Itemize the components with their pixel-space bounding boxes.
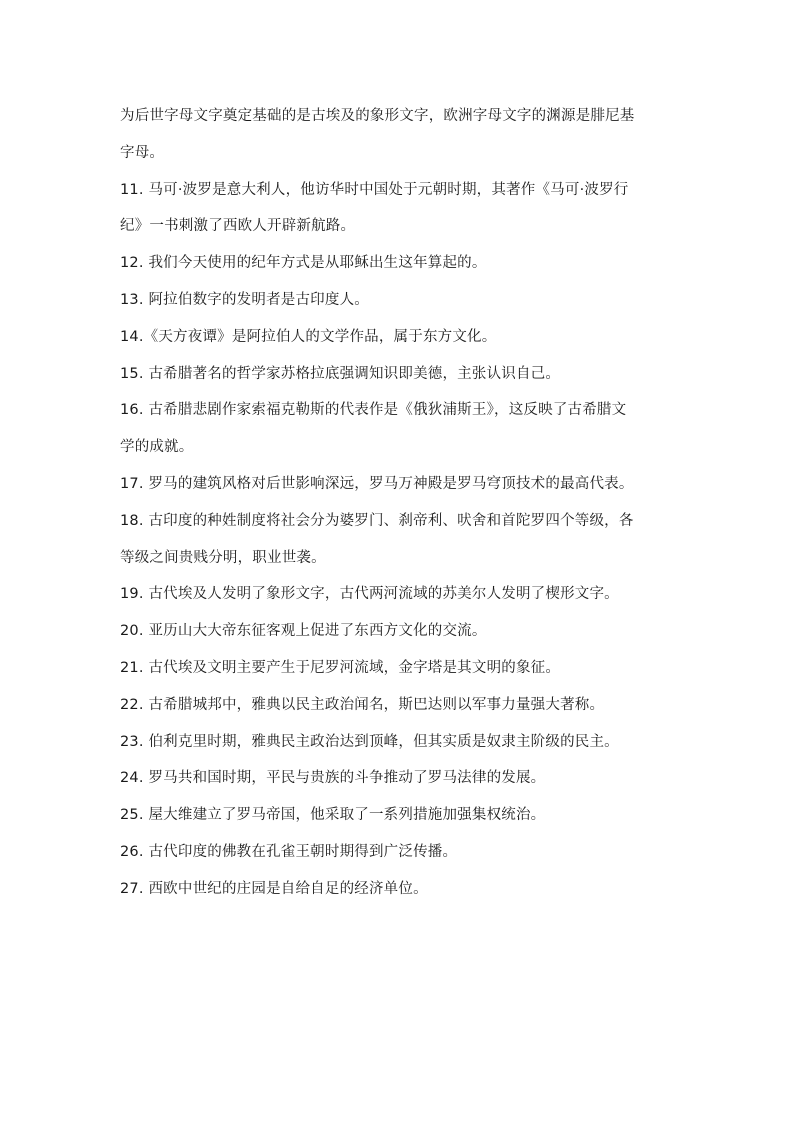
text-line: 16. 古希腊悲剧作家索福克勒斯的代表作是《俄狄浦斯王》，这反映了古希腊文: [120, 402, 627, 419]
text-line: 18. 古印度的种姓制度将社会分为婆罗门、刹帝利、吠舍和首陀罗四个等级，各: [120, 512, 634, 529]
text-line: 15. 古希腊著名的哲学家苏格拉底强调知识即美德，主张认识自己。: [120, 365, 561, 382]
text-line: 27. 西欧中世纪的庄园是自给自足的经济单位。: [120, 880, 428, 897]
text-line: 14.《天方夜谭》是阿拉伯人的文学作品，属于东方文化。: [120, 328, 497, 345]
text-line: 11. 马可·波罗是意大利人，他访华时中国处于元朝时期，其著作《马可·波罗行: [120, 181, 629, 198]
text-line: 为后世字母文字奠定基础的是古埃及的象形文字，欧洲字母文字的渊源是腓尼基: [120, 108, 635, 124]
text-line: 25. 屋大维建立了罗马帝国，他采取了一系列措施加强集权统治。: [120, 807, 546, 824]
text-line: 19. 古代埃及人发明了象形文字，古代两河流域的苏美尔人发明了楔形文字。: [120, 586, 619, 603]
text-line: 学的成就。: [120, 439, 194, 456]
text-line: 23. 伯利克里时期，雅典民主政治达到顶峰，但其实质是奴隶主阶级的民主。: [120, 733, 619, 750]
text-line: 13. 阿拉伯数字的发明者是古印度人。: [120, 291, 369, 308]
text-line: 17. 罗马的建筑风格对后世影响深远，罗马万神殿是罗马穹顶技术的最高代表。: [120, 475, 634, 492]
text-line: 22. 古希腊城邦中，雅典以民主政治闻名，斯巴达则以军事力量强大著称。: [120, 696, 605, 713]
text-line: 12. 我们今天使用的纪年方式是从耶稣出生这年算起的。: [120, 255, 487, 272]
text-line: 纪》一书刺激了西欧人开辟新航路。: [120, 218, 356, 235]
text-line: 24. 罗马共和国时期，平民与贵族的斗争推动了罗马法律的发展。: [120, 770, 546, 787]
text-line: 20. 亚历山大大帝东征客观上促进了东西方文化的交流。: [120, 623, 487, 640]
document-body: [120, 98, 680, 908]
text-line: 等级之间贵贱分明，职业世袭。: [120, 549, 326, 566]
text-line: 21. 古代埃及文明主要产生于尼罗河流域，金字塔是其文明的象征。: [120, 659, 561, 676]
text-line: 字母。: [120, 144, 165, 161]
text-line: 26. 古代印度的佛教在孔雀王朝时期得到广泛传播。: [120, 843, 458, 860]
